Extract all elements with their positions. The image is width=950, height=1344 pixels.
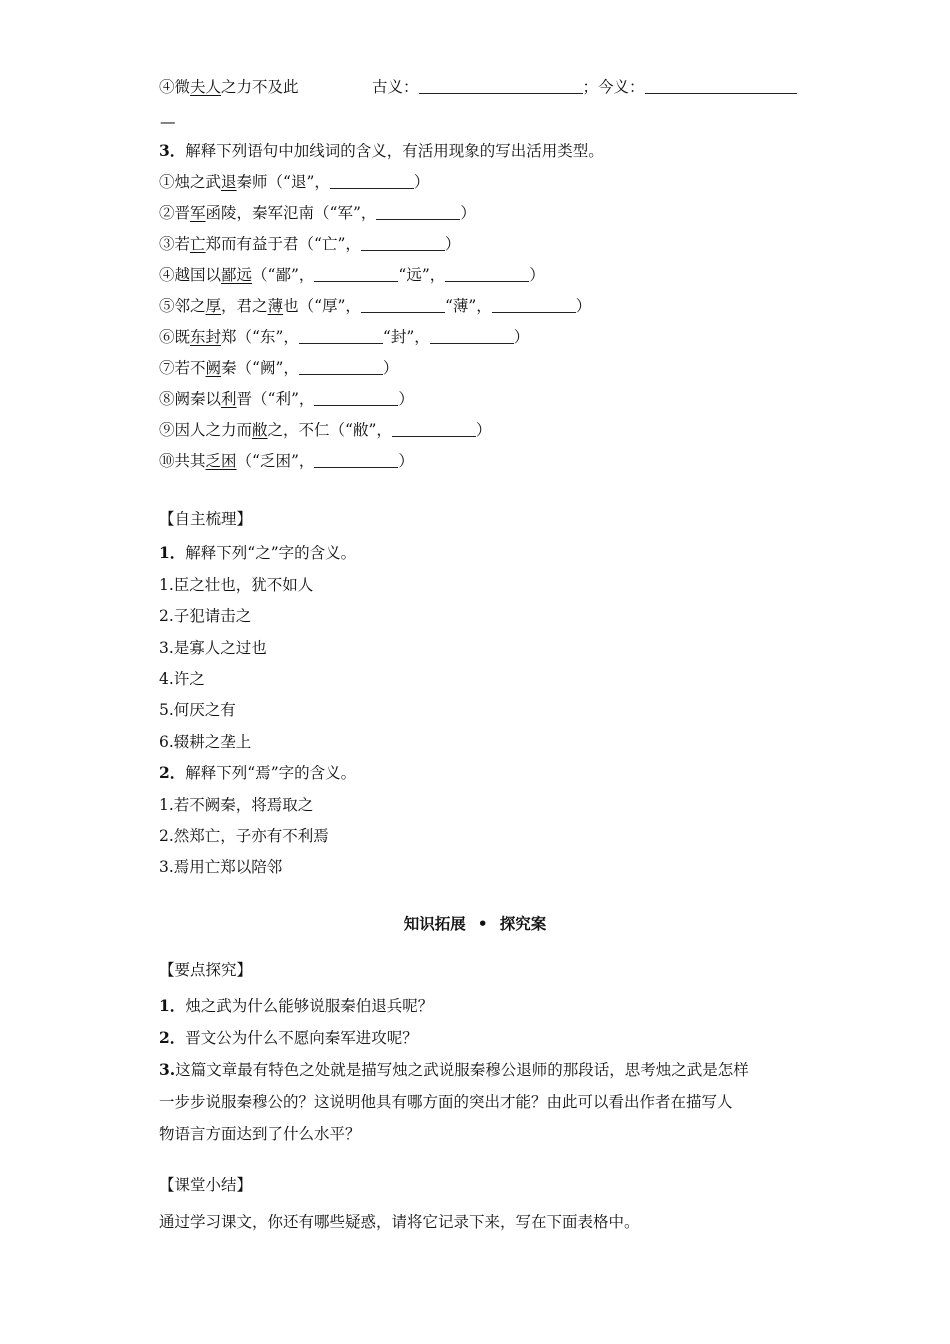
summary-instruction: 通过学习课文，你还有哪些疑惑，请将它记录下来，写在下面表格中。 (159, 1213, 640, 1231)
zhi-item: 5.何厌之有 (159, 701, 236, 719)
underlined-word: 亡 (190, 235, 206, 253)
zhi-item: 1.臣之壮也，犹不如人 (159, 576, 314, 594)
section-heading-yaodian: 【要点探究】 (159, 961, 253, 979)
underlined-word: 东封 (190, 328, 222, 346)
zhi-item: 4.许之 (159, 670, 205, 688)
q2-item-4-answers: 古义： ；今义： (372, 77, 797, 97)
answer-blank[interactable] (392, 420, 476, 437)
answer-blank[interactable] (314, 451, 398, 468)
underlined-word: 敝 (252, 421, 268, 439)
answer-blank[interactable] (314, 265, 398, 282)
section-heading-ketang: 【课堂小结】 (159, 1176, 253, 1194)
q3-item-7: ⑦若不阙秦（“阙”， ） (159, 359, 399, 377)
zhi-item: 2.子犯请击之 (159, 607, 252, 625)
yan-item: 2.然郑亡，子亦有不利焉 (159, 827, 329, 845)
explore-question-3-cont: 一步步说服秦穆公的？这说明他具有哪方面的突出才能？由此可以看出作者在描写人 (159, 1093, 733, 1111)
answer-blank[interactable] (492, 296, 576, 313)
answer-blank[interactable] (361, 234, 445, 251)
answer-blank[interactable] (645, 77, 797, 94)
answer-blank[interactable] (299, 327, 383, 344)
explore-question-3-cont: 物语言方面达到了什么水平？ (159, 1125, 361, 1143)
q3-item-8: ⑧阙秦以利晋（“利”， ） (159, 390, 414, 408)
answer-blank[interactable] (445, 265, 529, 282)
zhi-question-title: 1．解释下列“之”字的含义。 (159, 543, 357, 562)
answer-blank[interactable] (314, 389, 398, 406)
q3-item-9: ⑨因人之力而敝之，不仁（“敝”， ） (159, 421, 492, 439)
answer-blank[interactable] (330, 172, 414, 189)
answer-blank[interactable] (361, 296, 445, 313)
q3-item-4: ④越国以鄙远（“鄙”， “远”， ） (159, 266, 545, 284)
underlined-word: 鄙远 (221, 266, 253, 284)
section-heading-zizhu: 【自主梳理】 (159, 510, 253, 528)
answer-blank[interactable] (419, 77, 583, 94)
section-center-heading: 知识拓展 • 探究案 (403, 915, 547, 933)
zhi-item: 3.是寡人之过也 (159, 639, 267, 657)
explore-question-1: 1．烛之武为什么能够说服秦伯退兵呢？ (159, 996, 434, 1015)
underlined-word: 利 (221, 390, 237, 408)
underlined-word: 阙 (205, 359, 222, 377)
question-3-title: 3．解释下列语句中加线词的含义，有活用现象的写出活用类型。 (159, 141, 604, 160)
q3-item-3: ③若亡郑而有益于君（“亡”， ） (159, 235, 461, 253)
underlined-word: 厚 (205, 297, 222, 315)
yan-question-title: 2．解释下列“焉”字的含义。 (159, 763, 357, 782)
underlined-word: 军 (190, 204, 206, 222)
underlined-word: 薄 (267, 297, 284, 315)
yan-item: 3.焉用亡郑以陪邻 (159, 858, 283, 876)
answer-blank[interactable] (299, 358, 383, 375)
answer-blank[interactable] (376, 203, 460, 220)
explore-question-2: 2．晋文公为什么不愿向秦军进攻呢？ (159, 1028, 418, 1047)
q3-item-5: ⑤邻之厚，君之薄也（“厚”， “薄”， ） (159, 297, 592, 315)
q3-item-6: ⑥既东封郑（“东”， “封”， ） (159, 328, 530, 346)
underlined-word: 乏困 (205, 452, 237, 470)
answer-blank[interactable] (430, 327, 514, 344)
q3-item-2: ②晋军函陵，秦军氾南（“军”， ） (159, 204, 476, 222)
zhi-item: 6.辍耕之垄上 (159, 733, 252, 751)
underlined-word: 夫人 (190, 78, 222, 96)
yan-item: 1.若不阙秦，将焉取之 (159, 796, 314, 814)
underlined-word: 退 (221, 173, 237, 191)
q3-item-10: ⑩共其乏困（“乏困”， ） (159, 452, 414, 470)
q3-item-1: ①烛之武退秦师（“退”， ） (159, 173, 430, 191)
explore-question-3: 3.这篇文章最有特色之处就是描写烛之武说服秦穆公退师的那段话，思考烛之武是怎样 (159, 1060, 749, 1079)
line-continuation: — (160, 113, 176, 131)
q2-item-4: ④微夫人之力不及此 (159, 78, 299, 96)
